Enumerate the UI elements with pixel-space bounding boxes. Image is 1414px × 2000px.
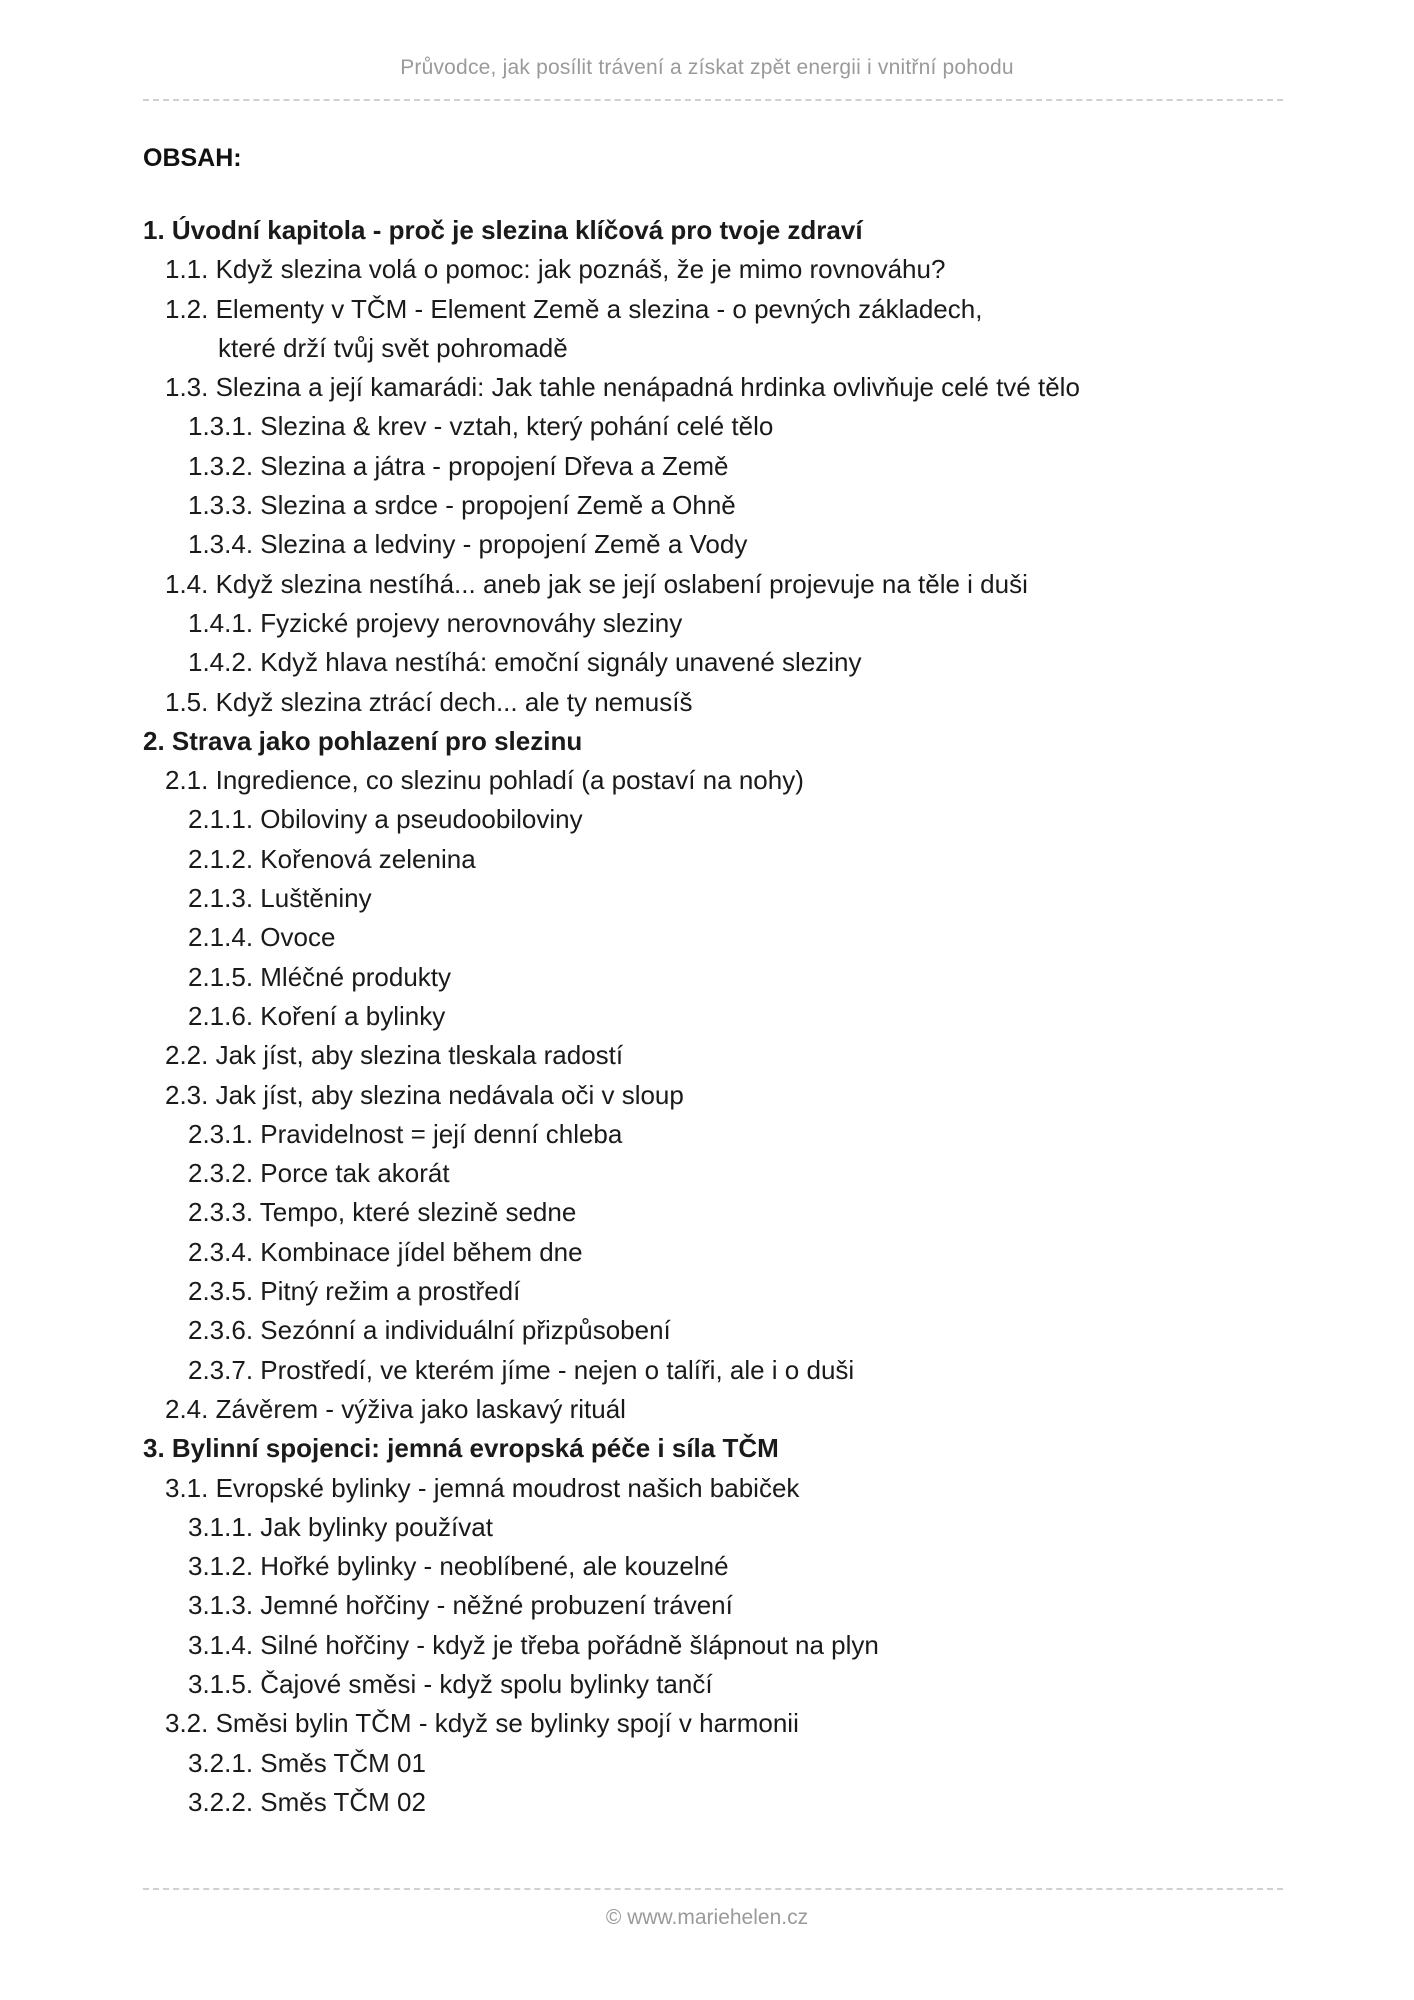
toc-entry: 1.2. Elementy v TČM - Element Země a slezina - o pevných základech, [165,293,983,324]
toc-entry: 2.1.3. Luštěniny [188,883,372,914]
toc-entry: 3.1.1. Jak bylinky používat [188,1511,493,1542]
toc-entry: 2.3.6. Sezónní a individuální přizpůsobení [188,1315,671,1346]
toc-entry: 2.3.3. Tempo, které slezině sedne [188,1197,577,1228]
toc-entry: 3.1.4. Silné hořčiny - když je třeba pořádně šlápnout na plyn [188,1629,879,1660]
toc-entry: 2.1. Ingredience, co slezinu pohladí (a postaví na nohy) [165,765,804,796]
toc-entry: 3.2.2. Směs TČM 02 [188,1786,426,1817]
toc-entry: 1.3.4. Slezina a ledviny - propojení Země a Vody [188,529,748,560]
toc-chapter: 2. Strava jako pohlazení pro slezinu [143,725,583,756]
toc-entry: 2.1.1. Obiloviny a pseudoobiloviny [188,804,583,835]
toc-entry: 2.4. Závěrem - výživa jako laskavý rituál [165,1393,626,1424]
toc-entry-continuation: které drží tvůj svět pohromadě [218,332,568,363]
toc-entry: 1.3.3. Slezina a srdce - propojení Země a Ohně [188,490,736,521]
toc-entry: 1.3.1. Slezina & krev - vztah, který pohání celé tělo [188,411,774,442]
header-divider [143,99,1283,101]
table-of-contents [143,211,1283,1822]
toc-entry: 2.1.2. Kořenová zelenina [188,843,476,874]
toc-entry: 1.1. Když slezina volá o pomoc: jak poznáš, že je mimo rovnováhu? [165,254,946,285]
toc-entry: 3.2. Směsi bylin TČM - když se bylinky spojí v harmonii [165,1708,799,1739]
toc-entry: 1.3.2. Slezina a játra - propojení Dřeva a Země [188,450,729,481]
toc-entry: 2.1.5. Mléčné produkty [188,961,452,992]
toc-entry: 1.4.2. Když hlava nestíhá: emoční signály unavené sleziny [188,647,862,678]
toc-chapter: 3. Bylinní spojenci: jemná evropská péče i síla TČM [143,1433,779,1464]
toc-entry: 3.2.1. Směs TČM 01 [188,1747,426,1778]
toc-entry: 1.4. Když slezina nestíhá... aneb jak se její oslabení projevuje na těle i duši [165,568,1028,599]
toc-entry: 1.4.1. Fyzické projevy nerovnováhy sleziny [188,607,683,638]
toc-chapter: 1. Úvodní kapitola - proč je slezina klíčová pro tvoje zdraví [143,215,863,245]
toc-heading: OBSAH: [143,144,242,172]
toc-entry: 2.1.6. Koření a bylinky [188,1000,446,1031]
page-header: Průvodce, jak posílit trávení a získat zpět energii i vnitřní pohodu [400,56,1014,79]
toc-entry: 2.3.7. Prostředí, ve kterém jíme - nejen o talíři, ale i o duši [188,1354,855,1385]
page-footer: © www.mariehelen.cz [605,1906,809,1929]
toc-entry: 2.3. Jak jíst, aby slezina nedávala oči v sloup [165,1079,684,1110]
toc-entry: 1.3. Slezina a její kamarádi: Jak tahle nenápadná hrdinka ovlivňuje celé tvé tělo [165,372,1080,403]
toc-entry: 2.1.4. Ovoce [188,922,336,953]
toc-entry: 3.1.5. Čajové směsi - když spolu bylinky tančí [188,1668,713,1699]
toc-entry: 2.3.1. Pravidelnost = její denní chleba [188,1118,623,1149]
footer-divider [143,1888,1283,1890]
toc-entry: 3.1.3. Jemné hořčiny - něžné probuzení trávení [188,1590,733,1621]
toc-entry: 2.3.4. Kombinace jídel během dne [188,1236,583,1267]
toc-entry: 2.3.2. Porce tak akorát [188,1158,450,1189]
toc-entry: 2.3.5. Pitný režim a prostředí [188,1276,521,1307]
toc-entry: 3.1.2. Hořké bylinky - neoblíbené, ale kouzelné [188,1551,729,1582]
toc-entry: 3.1. Evropské bylinky - jemná moudrost našich babiček [165,1472,800,1503]
toc-entry: 2.2. Jak jíst, aby slezina tleskala radostí [165,1040,624,1071]
toc-entry: 1.5. Když slezina ztrácí dech... ale ty nemusíš [165,686,693,717]
